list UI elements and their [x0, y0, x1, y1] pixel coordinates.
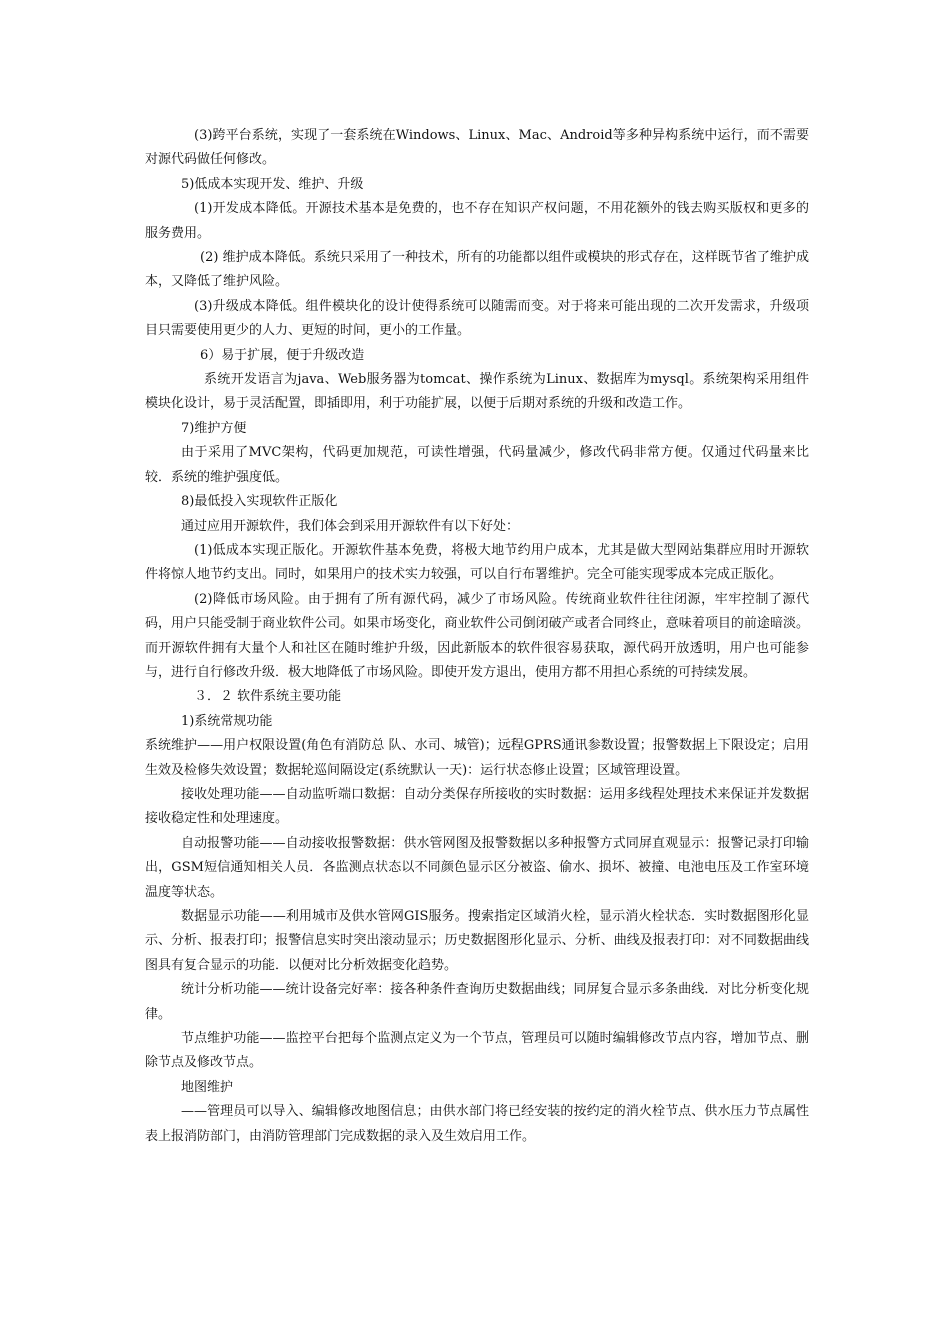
paragraph-node-maintenance: 节点维护功能——监控平台把每个监测点定义为一个节点，管理员可以随时编辑修改节点内容，增加节点、删除节点及修改节点。 — [145, 1031, 809, 1071]
document-body — [145, 124, 809, 1149]
paragraph-map-maintenance: ——管理员可以导入、编辑修改地图信息；由供水部门将已经安装的按约定的消火栓节点、供水压力节点属性表上报消防部门，由消防管理部门完成数据的录入及生效启用工作。 — [145, 1104, 809, 1144]
heading-low-cost: 5)低成本实现开发、维护、升级 — [181, 176, 364, 192]
section-heading-main-functions: ３．２ 软件系统主要功能 — [194, 689, 342, 705]
paragraph-maintenance-cost: (2) 维护成本降低。系统只采用了一种技术，所有的功能都以组件或模块的形式存在，这样既节省了维护成本，又降低了维护风险。 — [145, 250, 809, 290]
paragraph-market-risk: (2)降低市场风险。由于拥有了所有源代码，减少了市场风险。传统商业软件往往闭源，牢牢控制了源代码，用户只能受制于商业软件公司。如果市场变化，商业软件公司倒闭破产或者合同终止，意味着项目的前途暗淡。而开源软件拥有大量个人和社区在随时维护升级，因此新版本的软件很容易获取，源代码开放透明，用户也可能参与，进行自行修改升级．极大地降低了市场风险。即使开发方退出，使用方都不用担心系统的可持续发展。 — [145, 591, 809, 680]
paragraph-low-cost-licensing: (1)低成本实现正版化。开源软件基本免费，将极大地节约用户成本，尤其是做大型网站集群应用时开源软件将惊人地节约支出。同时，如果用户的技术实力较强，可以自行布署维护。完全可能实现零成本完成正版化。 — [145, 542, 809, 583]
paragraph-dev-cost: (1)开发成本降低。开源技术基本是免费的，也不存在知识产权问题，不用花额外的钱去购买版权和更多的服务费用。 — [145, 201, 809, 241]
paragraph-open-source-benefits: 通过应用开源软件，我们体会到采用开源软件有以下好处： — [181, 518, 520, 534]
paragraph-mvc: 由于采用了MVC架构，代码更加规范，可读性增强，代码量减少，修改代码非常方便。仅通过代码量来比较．系统的维护强度低。 — [145, 445, 809, 485]
heading-easy-maintenance: 7)维护方便 — [181, 420, 247, 436]
paragraph-cross-platform: (3)跨平台系统，实现了一套系统在Windows、Linux、Mac、Android等多种异构系统中运行，而不需要对源代码做任何修改。 — [145, 128, 809, 168]
heading-regular-functions: 1)系统常规功能 — [181, 713, 273, 729]
paragraph-dev-language: 系统开发语言为java、Web服务器为tomcat、操作系统为Linux、数据库为mysql。系统架构采用组件模块化设计，易于灵活配置，即插即用，利于功能扩展，以便于后期对系统的升级和改造工作。 — [145, 372, 809, 412]
heading-licensing: 8)最低投入实现软件正版化 — [181, 494, 338, 510]
paragraph-statistics: 统计分析功能——统计设备完好率：接各种条件查询历史数据曲线；同屏复合显示多条曲线．对比分析变化规律。 — [145, 982, 809, 1022]
paragraph-receive-processing: 接收处理功能——自动监听端口数据：自动分类保存所接收的实时数据：运用多线程处理技术来保证并发数据接收稳定性和处理速度。 — [145, 786, 809, 827]
paragraph-auto-alarm: 自动报警功能——自动接收报警数据：供水管网图及报警数据以多种报警方式同屏直观显示：报警记录打印输出，GSM短信通知相关人员．各监测点状态以不同颜色显示区分被盗、偷水、损坏、被撞、电池电压及工作室环境温度等状态。 — [145, 835, 809, 900]
heading-map-maintenance: 地图维护 — [181, 1079, 234, 1095]
paragraph-data-display: 数据显示功能——利用城市及供水管网GIS服务。搜索指定区域消火栓，显示消火栓状态．实时数据图形化显示、分析、报表打印；报警信息实时突出滚动显示；历史数据图形化显示、分析、曲线及报表打印：对不同数据曲线图具有复合显示的功能．以便对比分析效据变化趋势。 — [145, 909, 809, 973]
heading-easy-extend: 6）易于扩展，便于升级改造 — [200, 347, 365, 363]
paragraph-upgrade-cost: (3)升级成本降低。组件模块化的设计使得系统可以随需而变。对于将来可能出现的二次开发需求，升级项目只需要使用更少的人力、更短的时间，更小的工作量。 — [145, 298, 809, 339]
paragraph-system-maintenance: 系统维护——用户权限设置(角色有消防总 队、水司、城管)；远程GPRS通讯参数设置；报警数据上下限设定；启用生效及检修失效设置；数据轮巡间隔设定(系统默认一天)：运行状态修止设置；区域管理设置。 — [145, 738, 809, 778]
